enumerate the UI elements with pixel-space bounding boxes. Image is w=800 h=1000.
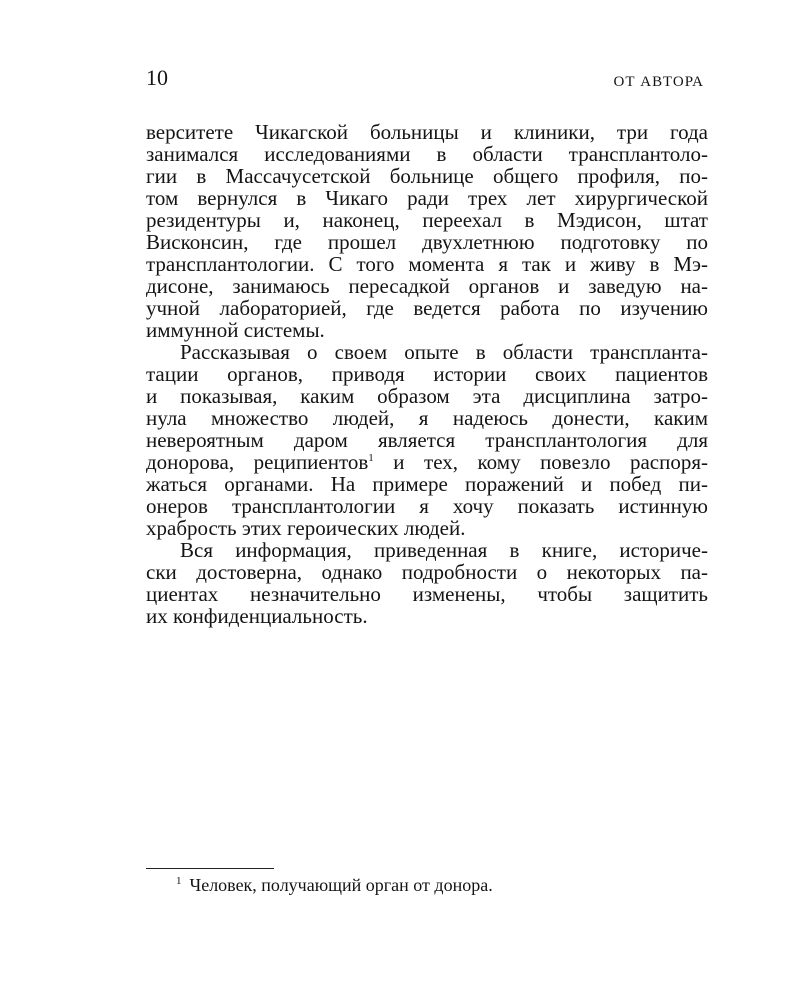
running-head: ОТ АВТОРА — [613, 74, 704, 90]
page-number: 10 — [146, 65, 168, 90]
footnote-divider — [146, 868, 274, 869]
text-line: невероятным даром является трансплантология для — [146, 428, 708, 452]
text-line: верситете Чикагской больницы и клиники, три года — [146, 120, 708, 144]
footnote-marker: 1 — [176, 875, 182, 887]
text-line: иммунной системы. — [146, 318, 325, 342]
text-fragment: донорова, реципиентов — [146, 450, 369, 474]
text-line: ски достоверна, однако подробности о некоторых па- — [146, 560, 708, 584]
text-line: учной лабораторией, где ведется работа по изучению — [146, 296, 708, 320]
text-line: храбрость этих героических людей. — [146, 516, 466, 540]
paragraph — [146, 341, 708, 539]
text-line: и показывая, каким образом эта дисциплина затро- — [146, 384, 708, 408]
text-line: жаться органами. На примере поражений и побед пи- — [146, 472, 708, 496]
paragraph — [146, 121, 708, 341]
footnote — [176, 874, 493, 896]
text-line: трансплантологии. С того момента я так и живу в Мэ- — [146, 252, 708, 276]
body-text — [146, 121, 708, 627]
text-line: резидентуры и, наконец, переехал в Мэдисон, штат — [146, 208, 708, 232]
text-line: тации органов, приводя истории своих пациентов — [146, 362, 708, 386]
text-fragment: и тех, кому повезло распоря- — [373, 450, 708, 474]
text-line: их конфиденциальность. — [146, 604, 368, 628]
text-line: дисоне, занимаюсь пересадкой органов и заведую на- — [146, 274, 708, 298]
footnote-reference[interactable]: 1 — [368, 452, 374, 464]
text-line: онеров трансплантологии я хочу показать истинную — [146, 494, 708, 518]
footnote-text: Человек, получающий орган от донора. — [189, 875, 493, 895]
text-line: циентах незначительно изменены, чтобы защитить — [146, 582, 708, 606]
text-line: том вернулся в Чикаго ради трех лет хирургической — [146, 186, 708, 210]
text-line-with-footnote — [146, 451, 708, 473]
text-line: Висконсин, где прошел двухлетнюю подготовку по — [146, 230, 708, 254]
text-line: занимался исследованиями в области трансплантоло- — [146, 142, 708, 166]
paragraph — [146, 539, 708, 627]
text-line: Вся информация, приведенная в книге, историче- — [180, 538, 708, 562]
text-line: нула множество людей, я надеюсь донести, каким — [146, 406, 708, 430]
text-line: Рассказывая о своем опыте в области транспланта- — [180, 340, 708, 364]
text-line: гии в Массачусетской больнице общего профиля, по- — [146, 164, 708, 188]
